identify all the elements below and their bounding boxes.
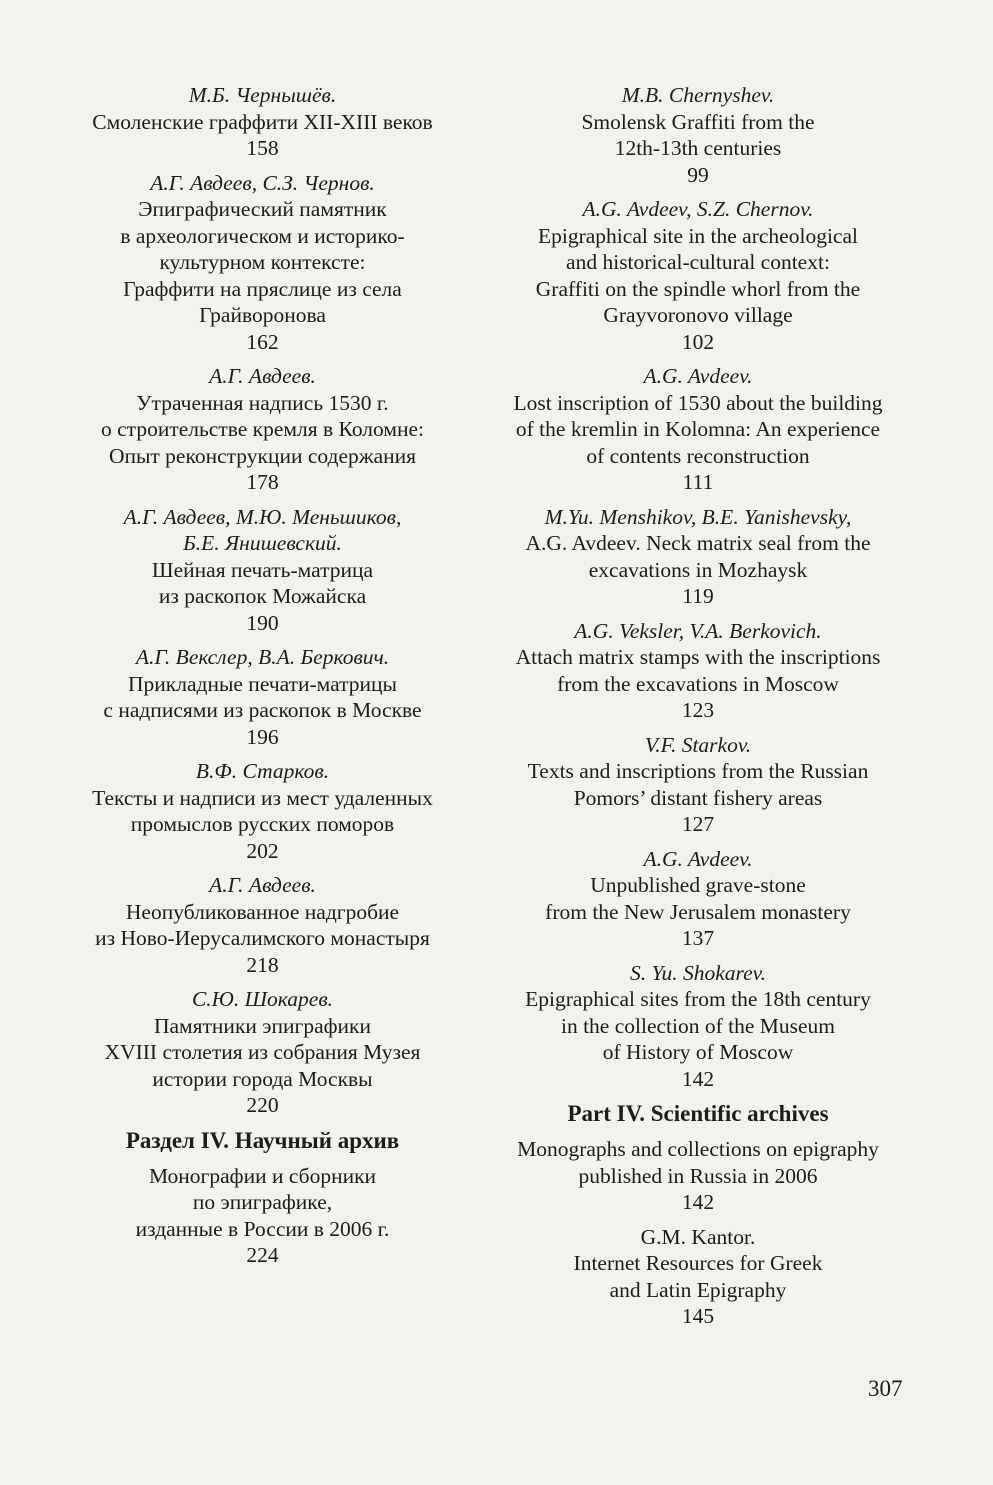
- entry-title-line: Памятники эпиграфики: [153, 1013, 372, 1038]
- toc-entry: [478, 618, 918, 724]
- entry-title-line: о строительстве кремля в Коломне:: [101, 417, 424, 441]
- entry-page-number: 119: [682, 584, 714, 608]
- entry-title-line: published in Russia in 2006: [578, 1163, 818, 1188]
- entry-title-line: культурном контексте:: [159, 250, 366, 274]
- entry-authors: В.Ф. Старков.: [195, 759, 330, 783]
- toc-entry: [478, 1136, 918, 1216]
- entry-authors: А.Г. Авдеев.: [209, 364, 316, 388]
- entry-page-number: 190: [246, 610, 279, 635]
- entry-authors: Б.Е. Янишевский.: [183, 531, 342, 555]
- toc-entry: [40, 986, 485, 1119]
- entry-title-line: XVIII столетия из собрания Музея: [104, 1040, 421, 1064]
- entry-title-line: с надписями из раскопок в Москве: [103, 698, 422, 722]
- entry-title-line: Internet Resources for Greek: [573, 1251, 823, 1275]
- toc-entry: [40, 82, 485, 162]
- entry-page-number: 123: [681, 698, 715, 722]
- entry-authors: М.Б. Чернышёв.: [188, 83, 337, 107]
- toc-entry: [478, 846, 918, 952]
- toc-entry: [40, 504, 485, 637]
- entry-title-line: из раскопок Можайска: [158, 584, 367, 608]
- entry-title-line: Graffiti on the spindle whorl from the: [535, 276, 861, 301]
- entry-title-line: and Latin Epigraphy: [609, 1277, 787, 1302]
- entry-page-number: 142: [681, 1066, 715, 1091]
- entry-title-line: Epigraphical site in the archeological: [538, 223, 858, 248]
- entry-page-number: 196: [246, 724, 279, 749]
- entry-title-line: Опыт реконструкции содержания: [108, 443, 417, 468]
- entry-title-line: Monographs and collections on epigraphy: [517, 1137, 879, 1161]
- entry-title-line: G.M. Kantor.: [640, 1224, 756, 1249]
- page-number: 307: [868, 1376, 903, 1401]
- entry-title-line: of the kremlin in Kolomna: An experience: [515, 417, 881, 441]
- entry-authors: А.Г. Авдеев, М.Ю. Меньшиков,: [123, 504, 402, 529]
- entry-title-line: Грайворонова: [199, 303, 326, 327]
- toc-entry: [478, 1224, 918, 1330]
- toc-entry: [478, 732, 918, 838]
- toc-entry: [40, 644, 485, 750]
- entry-page-number: 224: [246, 1243, 279, 1267]
- entry-page-number: 142: [681, 1190, 715, 1214]
- entry-title-line: истории города Москвы: [152, 1066, 373, 1091]
- entry-authors: A.G. Avdeev.: [643, 846, 753, 871]
- toc-entry: [40, 363, 485, 496]
- entry-title-line: 12th-13th centuries: [614, 136, 782, 160]
- toc-entry: [478, 82, 918, 188]
- entry-title-line: of History of Moscow: [602, 1040, 794, 1064]
- entry-title-line: and historical-cultural context:: [566, 250, 830, 274]
- entry-page-number: 145: [681, 1304, 715, 1328]
- entry-title-line: of contents reconstruction: [586, 443, 810, 468]
- entry-authors: A.G. Avdeev, S.Z. Chernov.: [582, 197, 814, 221]
- contents-column-russian: [40, 82, 485, 1277]
- entry-title-line: Grayvoronovo village: [603, 303, 793, 327]
- entry-page-number: 127: [681, 812, 715, 836]
- entry-page-number: 137: [681, 926, 715, 950]
- toc-entry: [478, 196, 918, 355]
- entries-list: [478, 1136, 918, 1330]
- section-heading: Раздел IV. Научный архив: [125, 1127, 400, 1153]
- entry-title-line: Тексты и надписи из мест удаленных: [92, 785, 433, 810]
- entry-title-line: Смоленские граффити XII-XIII веков: [92, 109, 433, 134]
- toc-entry: [478, 960, 918, 1093]
- toc-entry: [40, 872, 485, 978]
- entry-title-line: from the excavations in Moscow: [557, 671, 839, 696]
- entry-title-line: в археологическом и историко-: [120, 223, 405, 248]
- entry-title-line: Pomors’ distant fishery areas: [573, 785, 823, 810]
- entry-title-line: A.G. Avdeev. Neck matrix seal from the: [525, 531, 871, 555]
- entry-authors: A.G. Avdeev.: [643, 364, 753, 388]
- entry-title-line: Smolensk Graffiti from the: [581, 109, 815, 134]
- entries-list: [40, 82, 485, 1119]
- entry-authors: M.B. Chernyshev.: [621, 83, 775, 107]
- toc-entry: [40, 1163, 485, 1269]
- entry-page-number: 99: [687, 162, 709, 187]
- entries-list: [40, 1163, 485, 1269]
- entry-title-line: Unpublished grave-stone: [590, 873, 806, 897]
- entry-title-line: excavations in Mozhaysk: [588, 557, 808, 582]
- entry-title-line: Шейная печать-матрица: [151, 557, 374, 582]
- entry-title-line: Граффити на пряслице из села: [123, 276, 402, 301]
- entry-page-number: 162: [246, 329, 279, 354]
- entry-page-number: 178: [246, 470, 279, 494]
- entries-list: [478, 82, 918, 1092]
- toc-entry: [478, 504, 918, 610]
- entry-page-number: 220: [246, 1093, 279, 1117]
- contents-column-english: [478, 82, 918, 1338]
- entry-authors: А.Г. Авдеев.: [209, 873, 316, 897]
- entry-authors: A.G. Veksler, V.A. Berkovich.: [574, 618, 822, 643]
- entry-title-line: изданные в России в 2006 г.: [135, 1216, 390, 1241]
- entry-title-line: Attach matrix stamps with the inscriptions: [515, 645, 881, 669]
- entry-title-line: Прикладные печати-матрицы: [128, 671, 397, 696]
- entry-authors: А.Г. Авдеев, С.З. Чернов.: [150, 170, 375, 195]
- toc-entry: [40, 758, 485, 864]
- entry-title-line: по эпиграфике,: [192, 1190, 333, 1214]
- entry-title-line: Монографии и сборники: [148, 1163, 377, 1188]
- entry-page-number: 102: [681, 329, 715, 354]
- entry-authors: V.F. Starkov.: [644, 732, 752, 757]
- entry-authors: С.Ю. Шокарев.: [191, 987, 334, 1011]
- entry-title-line: Неопубликованное надгробие: [125, 899, 400, 924]
- entry-authors: А.Г. Векслер, В.А. Беркович.: [135, 645, 390, 669]
- entry-title-line: Epigraphical sites from the 18th century: [525, 987, 871, 1011]
- toc-entry: [40, 170, 485, 356]
- entry-authors: M.Yu. Menshikov, B.E. Yanishevsky,: [544, 504, 852, 529]
- entry-page-number: 202: [246, 838, 279, 863]
- entry-title-line: Эпиграфический памятник: [138, 197, 387, 221]
- entry-title-line: in the collection of the Museum: [560, 1013, 836, 1038]
- entry-authors: S. Yu. Shokarev.: [630, 960, 766, 985]
- entry-title-line: Утраченная надпись 1530 г.: [136, 390, 389, 415]
- section-heading: Part IV. Scientific archives: [567, 1101, 829, 1126]
- entry-title-line: from the New Jerusalem monastery: [545, 899, 851, 924]
- entry-page-number: 158: [246, 136, 279, 160]
- entry-title-line: из Ново-Иерусалимского монастыря: [95, 926, 430, 950]
- entry-title-line: Texts and inscriptions from the Russian: [527, 759, 869, 783]
- entry-page-number: 218: [246, 952, 279, 977]
- toc-entry: [478, 363, 918, 496]
- entry-title-line: промыслов русских поморов: [130, 812, 395, 836]
- entry-title-line: Lost inscription of 1530 about the building: [513, 390, 883, 415]
- entry-page-number: 111: [682, 470, 714, 494]
